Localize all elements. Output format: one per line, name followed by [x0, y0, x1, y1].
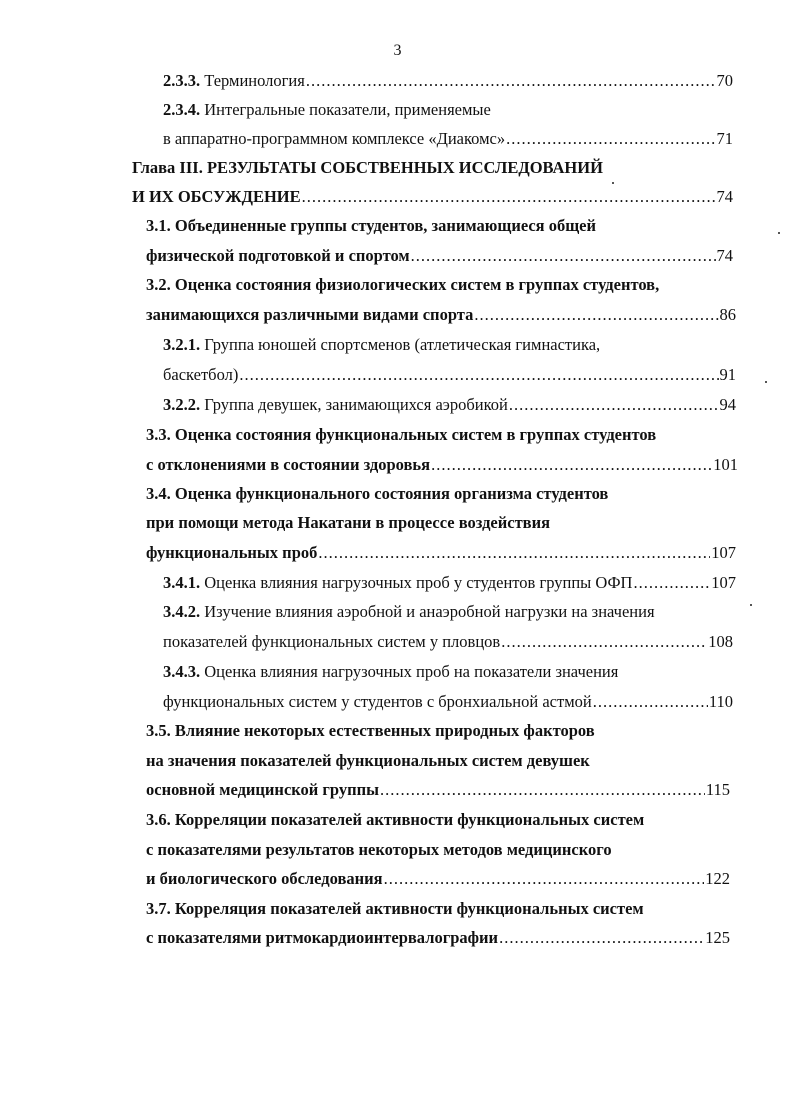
toc-leader-dots — [633, 570, 710, 596]
toc-leader-dots — [501, 629, 707, 655]
toc-entry-3-4-3[interactable] — [163, 659, 618, 685]
toc-leader-dots — [306, 68, 716, 94]
toc-leader-dots — [509, 392, 719, 418]
toc-entry-title: с показателями результатов некоторых методов медицинского — [146, 840, 612, 859]
toc-entry-title: 3.4. Оценка функционального состояния организма студентов — [146, 484, 609, 503]
toc-entry-title: Изучение влияния аэробной и анаэробной нагрузки на значения — [204, 602, 655, 621]
toc-entry-title: Группа юношей спортсменов (атлетическая гимнастика, — [204, 335, 601, 354]
toc-entry-number: 3.2.1. — [163, 335, 201, 354]
toc-page-number: 74 — [716, 187, 733, 206]
toc-page-number: 122 — [705, 869, 730, 888]
scan-speck — [750, 604, 752, 606]
toc-entry-3-2[interactable] — [146, 272, 659, 298]
toc-entry-number: 2.3.4. — [163, 100, 201, 119]
toc-page-number: 108 — [708, 632, 733, 651]
toc-entry-number: 3.4.3. — [163, 662, 201, 681]
toc-entry-title: и биологического обследования — [146, 869, 383, 888]
toc-leader-dots — [431, 452, 712, 478]
toc-entry-title: Оценка влияния нагрузочных проб у студентов группы ОФП — [204, 573, 633, 592]
toc-entry-3-3-cont[interactable] — [146, 452, 738, 478]
toc-page-number: 101 — [713, 455, 738, 474]
toc-leader-dots — [239, 362, 718, 388]
scan-speck — [778, 232, 780, 234]
toc-entry-3-5-cont2[interactable] — [146, 777, 730, 803]
toc-entry-title: 3.7. Корреляция показателей активности функциональных систем — [146, 899, 644, 918]
toc-entry-2-3-3[interactable] — [163, 68, 733, 94]
toc-page-number: 94 — [719, 395, 736, 414]
toc-leader-dots — [506, 126, 715, 152]
toc-entry-number: 3.4.1. — [163, 573, 201, 592]
toc-entry-title: 3.6. Корреляции показателей активности функциональных систем — [146, 810, 645, 829]
toc-entry-title: Терминология — [204, 71, 305, 90]
toc-entry-title: физической подготовкой и спортом — [146, 246, 410, 265]
toc-chapter-3-cont[interactable] — [132, 184, 733, 210]
toc-entry-2-3-4-cont[interactable] — [163, 126, 733, 152]
toc-leader-dots — [302, 184, 716, 210]
toc-page-number: 74 — [716, 246, 733, 265]
toc-leader-dots — [411, 243, 716, 269]
toc-entry-3-2-1[interactable] — [163, 332, 600, 358]
toc-entry-title: 3.3. Оценка состояния функциональных систем в группах студентов — [146, 425, 657, 444]
toc-entry-3-4-1[interactable] — [163, 570, 736, 596]
toc-entry-title: Оценка влияния нагрузочных проб на показатели значения — [204, 662, 619, 681]
toc-entry-3-1-cont[interactable] — [146, 243, 733, 269]
toc-page-number: 110 — [708, 692, 733, 711]
toc-entry-2-3-4[interactable] — [163, 97, 491, 123]
toc-entry-3-5-cont1[interactable] — [146, 748, 590, 774]
page-number: 3 — [393, 42, 402, 59]
scan-speck — [612, 182, 614, 184]
toc-entry-title: в аппаратно-программном комплексе «Диакомс» — [163, 129, 506, 148]
toc-entry-3-6-cont1[interactable] — [146, 837, 612, 863]
toc-entry-title: 3.2. Оценка состояния физиологических систем в группах студентов, — [146, 275, 660, 294]
toc-entry-number: 2.3.3. — [163, 71, 201, 90]
toc-entry-3-7-cont[interactable] — [146, 925, 730, 951]
toc-entry-3-2-cont[interactable] — [146, 302, 736, 328]
toc-entry-title: Группа девушек, занимающихся аэробикой — [204, 395, 508, 414]
toc-entry-number: 3.2.2. — [163, 395, 201, 414]
toc-entry-title: функциональных систем у студентов с бронхиальной астмой — [163, 692, 592, 711]
toc-entry-3-3[interactable] — [146, 422, 656, 448]
toc-entry-3-4[interactable] — [146, 481, 608, 507]
toc-entry-title: показателей функциональных систем у пловцов — [163, 632, 501, 651]
toc-page-number: 107 — [711, 573, 736, 592]
toc-entry-title: функциональных проб — [146, 543, 318, 562]
toc-leader-dots — [474, 302, 718, 328]
scan-speck — [765, 381, 767, 383]
toc-entry-title: Глава III. РЕЗУЛЬТАТЫ СОБСТВЕННЫХ ИССЛЕДОВАНИЙ — [132, 158, 603, 177]
toc-page-number: 115 — [705, 780, 730, 799]
toc-entry-3-4-3-cont[interactable] — [163, 689, 733, 715]
toc-entry-3-4-cont2[interactable] — [146, 540, 736, 566]
toc-entry-3-4-2[interactable] — [163, 599, 655, 625]
toc-entry-title: 3.5. Влияние некоторых естественных природных факторов — [146, 721, 595, 740]
toc-entry-3-7[interactable] — [146, 896, 644, 922]
toc-leader-dots — [384, 866, 705, 892]
toc-entry-3-2-2[interactable] — [163, 392, 736, 418]
toc-page-number: 86 — [719, 305, 736, 324]
toc-page-number: 125 — [705, 928, 730, 947]
toc-chapter-3[interactable] — [132, 155, 603, 181]
toc-entry-3-6[interactable] — [146, 807, 644, 833]
toc-leader-dots — [593, 689, 708, 715]
toc-entry-3-1[interactable] — [146, 213, 596, 239]
toc-leader-dots — [499, 925, 704, 951]
toc-leader-dots — [318, 540, 710, 566]
toc-entry-3-2-1-cont[interactable] — [163, 362, 736, 388]
toc-entry-title: 3.1. Объединенные группы студентов, занимающиеся общей — [146, 216, 596, 235]
toc-entry-title: основной медицинской группы — [146, 780, 380, 799]
toc-page-number: 71 — [716, 129, 733, 148]
toc-entry-title: на значения показателей функциональных систем девушек — [146, 751, 590, 770]
toc-leader-dots — [380, 777, 705, 803]
toc-entry-title: Интегральные показатели, применяемые — [204, 100, 491, 119]
toc-page-number: 107 — [711, 543, 736, 562]
toc-entry-title: при помощи метода Накатани в процессе воздействия — [146, 513, 551, 532]
toc-entry-title: И ИХ ОБСУЖДЕНИЕ — [132, 187, 301, 206]
toc-entry-title: занимающихся различными видами спорта — [146, 305, 474, 324]
toc-page-number: 70 — [716, 71, 733, 90]
toc-entry-title: с отклонениями в состоянии здоровья — [146, 455, 431, 474]
toc-entry-title: баскетбол) — [163, 365, 239, 384]
toc-entry-title: с показателями ритмокардиоинтервалографии — [146, 928, 499, 947]
toc-page-number: 91 — [719, 365, 736, 384]
toc-entry-3-4-cont1[interactable] — [146, 510, 550, 536]
toc-entry-3-4-2-cont[interactable] — [163, 629, 733, 655]
toc-entry-3-6-cont2[interactable] — [146, 866, 730, 892]
toc-entry-number: 3.4.2. — [163, 602, 201, 621]
toc-entry-3-5[interactable] — [146, 718, 595, 744]
